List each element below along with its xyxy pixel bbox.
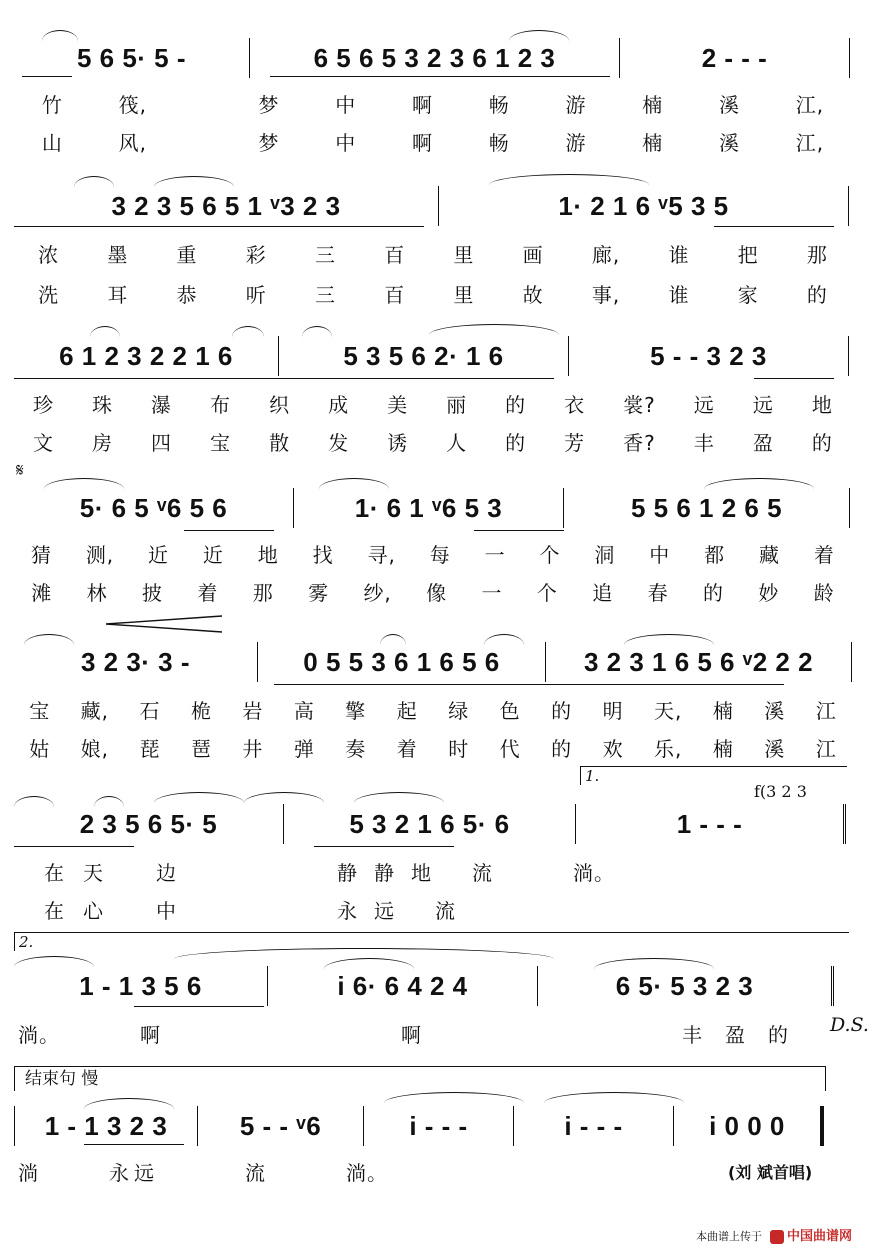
lyric-verse-2: 姑 娘, 琵 琶 井 弹 奏 着 时 代 的 欢 乐, 楠 溪 江 bbox=[29, 736, 837, 761]
measure: 1· 6 1 ᵛ6 5 3 bbox=[294, 488, 564, 528]
volta-first-ending: 1. bbox=[580, 766, 847, 785]
score-system-1 bbox=[14, 30, 852, 160]
notes-row bbox=[14, 186, 852, 226]
lyric-line: 淌。 啊 啊 丰 盈 的 bbox=[18, 1022, 789, 1047]
logo-icon bbox=[770, 1230, 784, 1244]
lyric-verse-2: 山 风, 梦 中 啊 畅 游 楠 溪 江, bbox=[41, 130, 825, 155]
notes-row bbox=[14, 38, 852, 78]
score-system-8 bbox=[14, 1066, 852, 1186]
lyric-verse-2: 洗 耳 恭 听 三 百 里 故 事, 谁 家 的 bbox=[38, 282, 828, 307]
measure: 1 - 1 3 5 6 bbox=[14, 966, 268, 1006]
score-system-6 bbox=[14, 766, 852, 926]
measure: 3 2 3 1 6 5 6 ᵛ2 2 2 bbox=[546, 642, 852, 682]
volta-second-ending: 2. bbox=[14, 932, 849, 951]
notes-row bbox=[14, 336, 852, 376]
lyric-verse-1: 浓 墨 重 彩 三 百 里 画 廊, 谁 把 那 bbox=[38, 242, 828, 267]
measure: 1 - 1 3 2 3 bbox=[14, 1106, 198, 1146]
lyric-line: 淌 永 远 流 淌。 bbox=[18, 1160, 388, 1185]
notes-row bbox=[14, 804, 852, 844]
measure: 6 5· 5 3 2 3 bbox=[538, 966, 834, 1006]
measure: 1· 2 1 6 ᵛ5 3 5 bbox=[439, 186, 849, 226]
score-system-3 bbox=[14, 320, 852, 460]
measure: i 0 0 0 bbox=[674, 1106, 824, 1146]
measure: 5 6 5· 5 - bbox=[14, 38, 250, 78]
measure: i - - - bbox=[514, 1106, 674, 1146]
dynamic-pickup: f(3 2 3 bbox=[754, 782, 807, 801]
measure: 6 1 2 3 2 2 1 6 bbox=[14, 336, 279, 376]
measure: 3 2 3· 3 - bbox=[14, 642, 258, 682]
measure: 5 3 2 1 6 5· 6 bbox=[284, 804, 576, 844]
lyric-verse-1: 竹 筏, 梦 中 啊 畅 游 楠 溪 江, bbox=[41, 92, 825, 117]
measure: 3 2 3 5 6 5 1 ᵛ3 2 3 bbox=[14, 186, 439, 226]
measure: 5· 6 5 ᵛ6 5 6 bbox=[14, 488, 294, 528]
site-logo: 中国曲谱网 bbox=[770, 1225, 852, 1244]
lyric-verse-2: 滩 林 披 着 那 雾 纱, 像 一 个 追 春 的 妙 龄 bbox=[31, 580, 835, 605]
ds-marking: D.S. bbox=[830, 1014, 869, 1036]
score-system-7 bbox=[14, 932, 869, 1052]
measure: 5 - - 3 2 3 bbox=[569, 336, 849, 376]
measure: 2 - - - bbox=[620, 38, 850, 78]
measure: 6 5 6 5 3 2 3 6 1 2 3 bbox=[250, 38, 620, 78]
notes-row bbox=[14, 966, 852, 1006]
lyric-verse-1: 珍 珠 瀑 布 织 成 美 丽 的 衣 裳? 远 远 地 bbox=[33, 392, 833, 417]
measure: 5 5 6 1 2 6 5 bbox=[564, 488, 850, 528]
notes-row bbox=[14, 642, 852, 682]
lyric-verse-2: 在 心 中 永 远 流 bbox=[44, 898, 456, 923]
singer-credit: (刘 斌首唱) bbox=[728, 1163, 813, 1182]
score-system-2 bbox=[14, 172, 852, 312]
notes-row bbox=[14, 1106, 852, 1146]
crescendo-hairpin bbox=[104, 614, 224, 634]
upload-note: 本曲谱上传于 bbox=[696, 1230, 762, 1243]
lyric-verse-2: 文 房 四 宝 散 发 诱 人 的 芳 香? 丰 盈 的 bbox=[33, 430, 833, 455]
score-system-4 bbox=[14, 460, 852, 610]
measure: 0 5 5 3 6 1 6 5 6 bbox=[258, 642, 546, 682]
measure: i - - - bbox=[364, 1106, 514, 1146]
measure: 1 - - - bbox=[576, 804, 846, 844]
notes-row bbox=[14, 488, 852, 528]
lyric-verse-1: 宝 藏, 石 桅 岩 高 擎 起 绿 色 的 明 天, 楠 溪 江 bbox=[29, 698, 837, 723]
segno-sign: 𝄋 bbox=[16, 460, 24, 481]
measure: 5 - - ᵛ6 bbox=[198, 1106, 364, 1146]
measure: i 6· 6 4 2 4 bbox=[268, 966, 538, 1006]
lyric-verse-1: 在 天 边 静 静 地 流 淌。 bbox=[44, 860, 615, 885]
lyric-verse-1: 猜 测, 近 近 地 找 寻, 每 一 个 洞 中 都 藏 着 bbox=[30, 542, 835, 567]
measure: 2 3 5 6 5· 5 bbox=[14, 804, 284, 844]
score-system-5 bbox=[14, 614, 852, 764]
measure: 5 3 5 6 2· 1 6 bbox=[279, 336, 569, 376]
ending-box-label: 结束句 慢 bbox=[14, 1066, 826, 1091]
